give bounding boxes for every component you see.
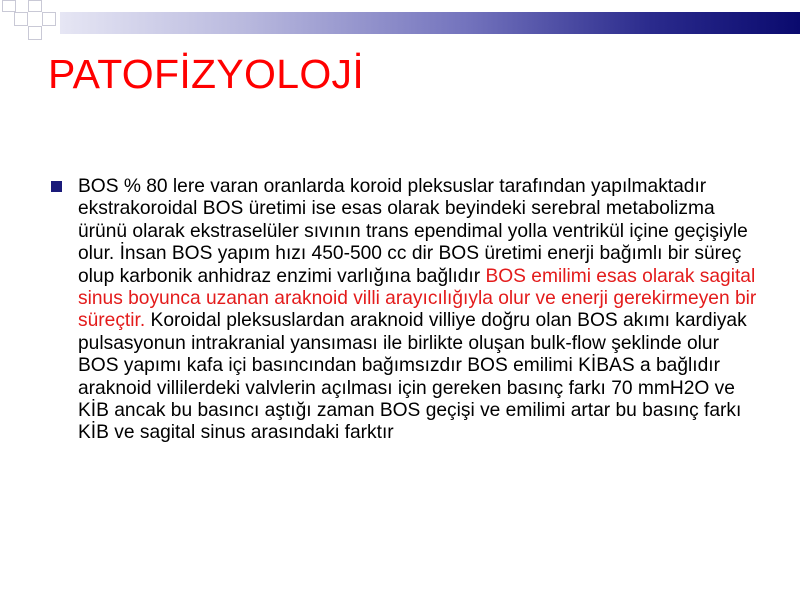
- bullet-highlight-text: BOS emilimi esas olarak sagital sinus boyunca uzanan araknoid villi arayıcılığıyla olur ve enerji gerekirmeyen bir süreçtir.: [78, 265, 757, 332]
- decorative-square: [14, 12, 28, 26]
- bullet-item: [48, 176, 760, 445]
- header-gradient-bar: [60, 12, 800, 34]
- bullet-text: BOS % 80 lere varan oranlarda koroid pleksuslar tarafından yapılmaktadır ekstrakoroidal BOS üretimi ise esas olarak beyindeki serebral metabolizma ürünü olarak ekstraselüler sıvının trans ependimal yolla ventrikül içine geçişiyle olur. İnsan BOS yapım hızı 450-500 cc dir BOS üretimi enerji bağımlı bir süreç olup karbonik anhidraz enzimi varlığına bağlıdır: [78, 176, 748, 287]
- decorative-square: [2, 0, 16, 12]
- bullet-text-continued: Koroidal pleksuslardan araknoid villiye doğru olan BOS akımı kardiyak pulsasyonun intrakranial yansıması ile birlikte oluşan bulk-flow şeklinde olur BOS yapımı kafa içi basıncından bağımsızdır BOS emilimi KİBAS a bağlıdır araknoid villilerdeki valvlerin açılması için gereken basınç farkı 70 mmH2O ve KİB ancak bu basıncı aştığı zaman BOS geçişi ve emilimi artar bu basınç farkı KİB ve sagital sinus arasındaki farktır: [78, 310, 747, 444]
- slide-title: PATOFİZYOLOJİ: [48, 51, 365, 97]
- square-bullet-icon: [51, 181, 62, 192]
- decorative-square: [28, 0, 42, 12]
- decorative-square: [28, 26, 42, 40]
- header-decoration: [0, 0, 800, 50]
- bullet-list: [48, 176, 760, 445]
- decorative-square: [42, 12, 56, 26]
